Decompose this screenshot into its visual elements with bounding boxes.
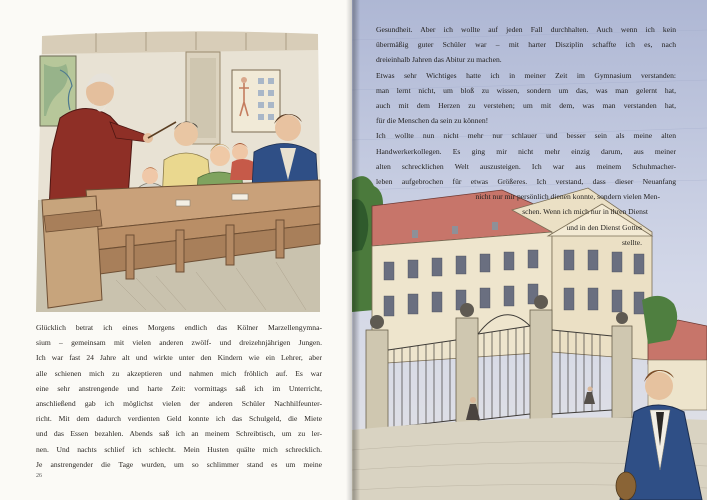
text-line: richt. Mit dem dadurch verdienten Geld konnte ich das Schulgeld, die Miete xyxy=(36,414,322,424)
text-line: dreieinhalb Jahren das Abitur zu machen. xyxy=(376,55,502,65)
left-page xyxy=(0,0,352,500)
anatomy-chart xyxy=(232,70,280,132)
text-line: man lernt nicht, um bloß zu wissen, sondern um das, was man gelernt hat, xyxy=(376,85,676,95)
text-line: und das Essen bezahlen. Abends saß ich an meinem Schreibtisch, um zu ler- xyxy=(36,429,322,439)
text-line: Ich wollte nun nicht mehr nur schlauer und besser sein als meine alten xyxy=(376,131,676,141)
right-page xyxy=(352,0,707,500)
text-line: alten schrecklichen Welt auszusteigen. Ich war aus meinem Schuhmacher- xyxy=(376,161,676,171)
page-number: 26 xyxy=(36,473,42,479)
text-line: nicht nur mir persönlich dienen konnte, sondern vielen Men- xyxy=(475,192,660,202)
text-line: Etwas sehr Wichtiges hatte ich in meiner Zeit im Gymnasium verstanden: xyxy=(376,70,676,80)
text-line: auch mit dem Herzen zu verstehen; um mit dem, was man verstanden hat, xyxy=(376,101,676,111)
text-line: Je anstrengender die Tage wurden, um so schlimmer stand es um meine xyxy=(36,459,322,469)
book-gutter xyxy=(346,0,360,500)
text-line: stellte. xyxy=(621,237,642,247)
text-line: Glücklich betrat ich eines Morgens endlich das Kölner Marzellengymna- xyxy=(36,323,322,332)
text-line: und in den Dienst Gottes xyxy=(566,222,642,232)
text-line: leben aufgebrochen für etwas Größeres. Ich verstand, dass dieser Neuanfang xyxy=(376,177,676,187)
text-line: für die Menschen da sein zu können! xyxy=(376,116,489,126)
text-line: sium – gemeinsam mit vielen anderen zwölf- und dreizehnjährigen Jungen. xyxy=(36,338,322,348)
text-line: nen. Und nachts schlief ich schlecht. Mein Husten quälte mich schrecklich. xyxy=(36,444,322,454)
text-line: anschließend gab ich möglichst vielen der anderen Schüler Nachhilfeunter- xyxy=(36,399,322,409)
classroom-illustration xyxy=(36,30,322,312)
text-line: Gesundheit. Aber ich wollte auf jeden Fall durchhalten. Auch wenn ich kein xyxy=(376,25,676,34)
text-line: Ich war fast 24 Jahre alt und wirkte unter den Kindern wie ein Lehrer, aber xyxy=(36,353,322,363)
text-line: übermäßig guter Schüler war – mit harter Disziplin schaffte ich es, nach xyxy=(376,40,676,50)
text-line: schen. Wenn ich mich nur in ihren Dienst xyxy=(522,207,648,217)
text-line: Handwerkerkollegen. Es ging mir nicht mehr einzig darum, aus meiner xyxy=(376,146,676,156)
left-page-text xyxy=(36,320,322,472)
text-line: eine sehr anstrengende und harte Zeit: vormittags saß ich im Unterricht, xyxy=(36,383,322,393)
right-page-text xyxy=(376,22,676,250)
text-line: alle schienen mich zu akzeptieren und nahmen mich fröhlich auf. Es war xyxy=(36,368,322,378)
